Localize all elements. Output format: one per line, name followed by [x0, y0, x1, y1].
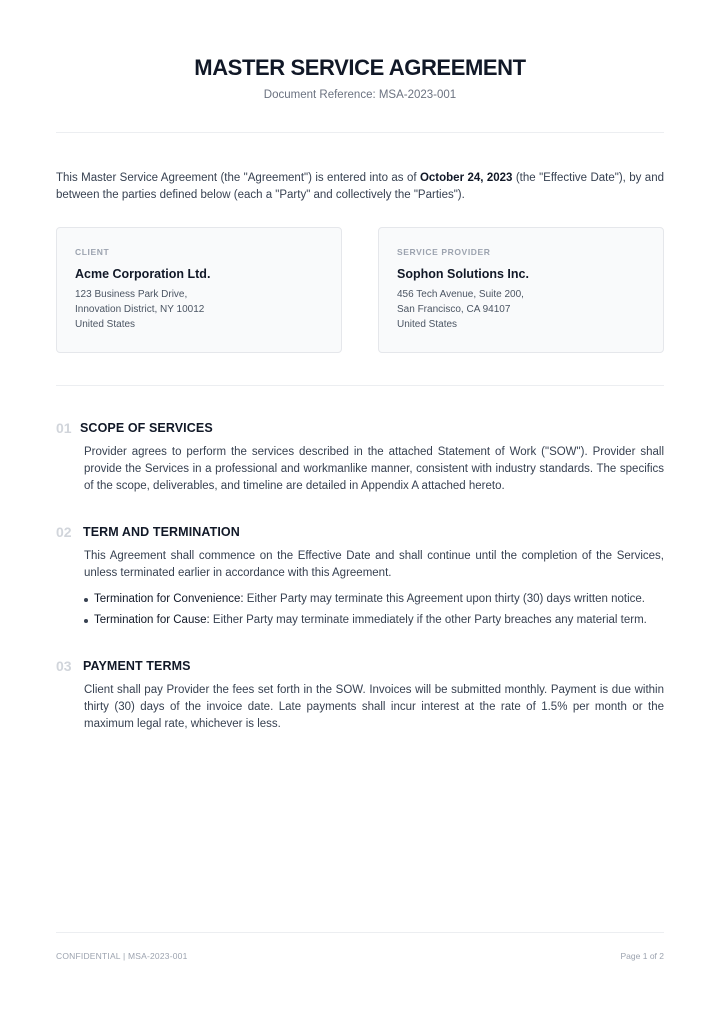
- section-title: PAYMENT TERMS: [83, 659, 191, 673]
- effective-date: October 24, 2023: [419, 172, 513, 184]
- intro-text-start: This Master Service Agreement (the "Agreement") is entered into as of: [56, 172, 420, 184]
- footer-divider: [56, 932, 664, 933]
- section-body: Provider agrees to perform the services described in the attached Statement of Work ("SOW"). Provider shall provide the Services in a professional and workmanlike manner, consistent with industry standards. The specifics of the scope, deliverables, and timeline are detailed in Appendix A attached hereto.: [84, 446, 664, 492]
- section-scope-of-services: [56, 420, 664, 495]
- client-address-line: 123 Business Park Drive,: [75, 289, 188, 300]
- section-title: TERM AND TERMINATION: [83, 525, 240, 539]
- bullet-text: Either Party may terminate this Agreement upon thirty (30) days written notice.: [243, 593, 645, 605]
- list-item: [84, 591, 664, 608]
- section-number: 03: [56, 658, 72, 674]
- section-title: SCOPE OF SERVICES: [80, 421, 213, 435]
- provider-address-line: 456 Tech Avenue, Suite 200,: [397, 289, 524, 300]
- section-term-and-termination: [56, 524, 664, 633]
- header-divider: [56, 132, 664, 133]
- section-number: 01: [56, 420, 72, 436]
- section-payment-terms: [56, 658, 664, 733]
- bullet-text: Either Party may terminate immediately if the other Party breaches any material term.: [209, 614, 647, 626]
- provider-role-label: SERVICE PROVIDER: [397, 247, 491, 257]
- section-body: Client shall pay Provider the fees set forth in the SOW. Invoices will be submitted monthly. Payment is due within thirty (30) days of the invoice date. Late payments shall incur interest at the rate of 1.5% per month or the maximum legal rate, whichever is less.: [84, 684, 664, 730]
- client-address: [75, 287, 323, 332]
- document-title: MASTER SERVICE AGREEMENT: [194, 55, 526, 80]
- provider-card: [378, 227, 664, 353]
- client-name: Acme Corporation Ltd.: [75, 267, 211, 281]
- client-address-line: United States: [75, 319, 136, 330]
- client-card: [56, 227, 342, 353]
- section-header: [56, 658, 664, 676]
- list-item: [84, 612, 664, 629]
- section-header: [56, 524, 664, 542]
- section-header: [56, 420, 664, 438]
- provider-address: [397, 287, 645, 332]
- client-role-label: CLIENT: [75, 247, 110, 257]
- footer-page-number: Page 1 of 2: [620, 951, 664, 961]
- section-body: This Agreement shall commence on the Effective Date and shall continue until the completion of the Services, unless terminated earlier in accordance with this Agreement.: [84, 550, 664, 579]
- provider-name: Sophon Solutions Inc.: [397, 267, 529, 281]
- document-page: [56, 0, 664, 1018]
- document-reference: Document Reference: MSA-2023-001: [263, 89, 457, 101]
- parties-divider: [56, 385, 664, 386]
- section-number: 02: [56, 524, 72, 540]
- provider-address-line: United States: [397, 319, 458, 330]
- bullet-term: Termination for Convenience:: [94, 593, 244, 605]
- client-address-line: Innovation District, NY 10012: [75, 304, 205, 315]
- termination-list: [84, 591, 664, 629]
- intro-text-end: (the "Effective Date"), by and between the parties defined below (each a "Party" and collectively the "Parties").: [56, 172, 664, 201]
- provider-address-line: San Francisco, CA 94107: [397, 304, 511, 315]
- bullet-term: Termination for Cause:: [94, 614, 210, 626]
- intro-paragraph: [56, 170, 664, 204]
- footer-confidential: CONFIDENTIAL | MSA-2023-001: [56, 951, 188, 961]
